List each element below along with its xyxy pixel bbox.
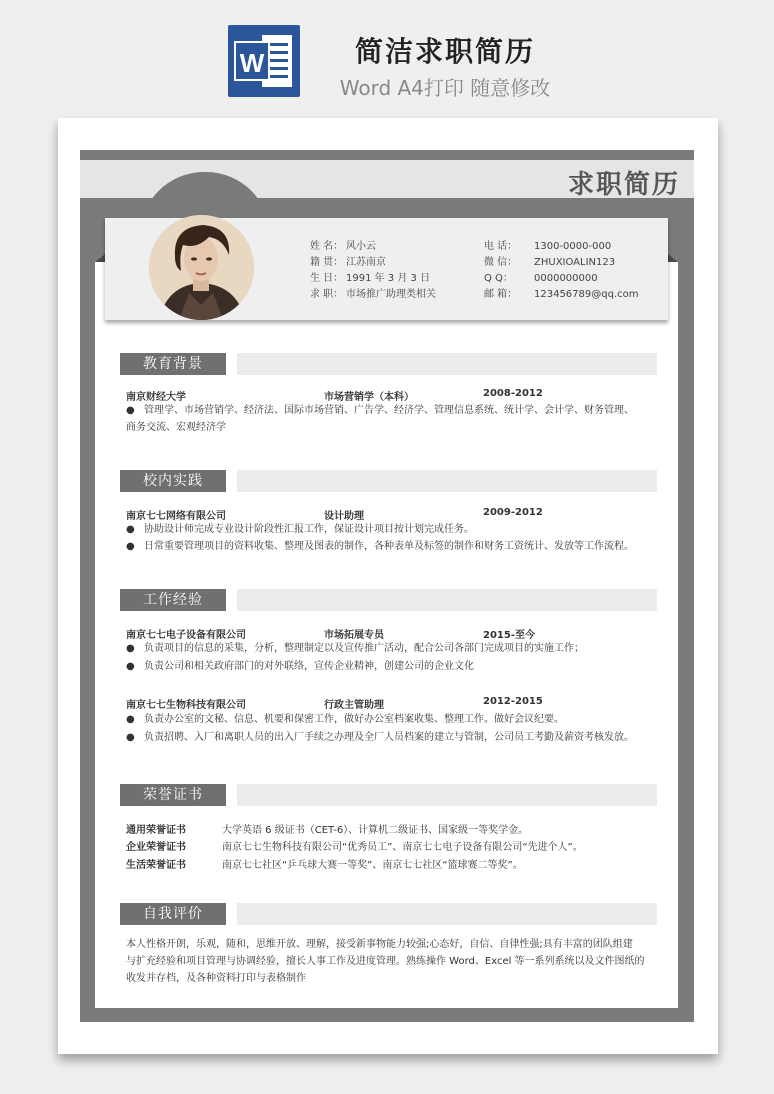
self-evaluation-line: 与扩充经验和项目管理与协调经验，擅长人事工作及进度管理。熟练操作 Word、Excel 等一系列系统以及文件图纸的: [126, 956, 645, 967]
word-logo-letter: W: [234, 41, 270, 81]
fold-corner-left: [95, 254, 105, 262]
info-phone: 电 话： 1300-0000-000: [484, 241, 612, 252]
honor-text: 大学英语 6 级证书（CET-6）、计算机二级证书、国家级一等奖学金。: [222, 825, 529, 836]
honor-label: 企业荣誉证书: [126, 842, 186, 853]
section-heading-honors: 荣誉证书: [120, 784, 226, 806]
info-email: 邮 箱： 123456789@qq.com: [484, 289, 639, 300]
work-company: 南京七七生物科技有限公司: [126, 700, 246, 711]
info-wechat: 微 信： ZHUXIOALIN123: [484, 257, 616, 268]
info-name: 姓 名： 风小云: [310, 241, 376, 252]
honor-label: 通用荣誉证书: [126, 825, 186, 836]
top-banner: [0, 0, 774, 110]
info-job: 求 职： 市场推广助理类相关: [310, 289, 436, 300]
campus-role: 设计助理: [324, 511, 364, 522]
work-item: ● 负责公司和相关政府部门的对外联络，宣传企业精神，创建公司的企业文化: [126, 661, 474, 672]
info-qq: Q Q： 0000000000: [484, 273, 598, 284]
fold-corner-right: [668, 254, 678, 262]
education-period: 2008-2012: [483, 388, 543, 399]
education-courses-cont: 商务交流、宏观经济学: [126, 422, 226, 433]
work-item: ● 负责办公室的文秘、信息、机要和保密工作，做好办公室档案收集、整理工作。做好会议纪要。: [126, 714, 564, 725]
banner-title: 简洁求职简历: [354, 35, 535, 68]
section-heading-work: 工作经验: [120, 589, 226, 611]
section-bar-work: [237, 589, 657, 611]
work-item: ● 负责招聘、入厂和离职人员的出入厂手续之办理及全厂人员档案的建立与管制，公司员工考勤及薪资考核发放。: [126, 732, 634, 743]
section-bar-campus: [237, 470, 657, 492]
section-heading-education: 教育背景: [120, 353, 226, 375]
work-company: 南京七七电子设备有限公司: [126, 630, 246, 641]
info-birth: 生 日： 1991 年 3 月 3 日: [310, 273, 431, 284]
section-bar-honors: [237, 784, 657, 806]
section-heading-campus: 校内实践: [120, 470, 226, 492]
resume-title: 求职简历: [567, 170, 680, 200]
education-school: 南京财经大学: [126, 392, 186, 403]
honor-label: 生活荣誉证书: [126, 860, 186, 871]
campus-period: 2009-2012: [483, 507, 543, 518]
word-icon: [228, 25, 300, 97]
info-native: 籍 贯： 江苏南京: [310, 257, 386, 268]
section-heading-self: 自我评价: [120, 903, 226, 925]
education-courses: ● 管理学、市场营销学、经济法、国际市场营销、广告学、经济学、管理信息系统、统计学、会计学、财务管理、: [126, 405, 634, 416]
work-role: 行政主管助理: [324, 700, 384, 711]
self-evaluation-line: 本人性格开朗，乐观，随和，思维开放、理解，接受新事物能力较强;心态好，自信、自律性强;具有丰富的团队组建: [126, 939, 633, 950]
campus-company: 南京七七网络有限公司: [126, 511, 226, 522]
avatar: [149, 215, 254, 320]
honor-text: 南京七七生物科技有限公司“优秀员工”、南京七七电子设备有限公司“先进个人”。: [222, 842, 583, 853]
section-bar-self: [237, 903, 657, 925]
campus-item: ● 协助设计师完成专业设计阶段性汇报工作，保证设计项目按计划完成任务。: [126, 524, 474, 535]
campus-item: ● 日常重要管理项目的资料收集、整理及图表的制作，各种表单及标签的制作和财务工资统计、发放等工作流程。: [126, 541, 634, 552]
self-evaluation-line: 收发并存档，及各种资料打印与表格制作: [126, 973, 306, 984]
banner-subtitle: Word A4打印 随意修改: [339, 76, 551, 100]
work-item: ● 负责项目的信息的采集，分析，整理制定以及宣传推广活动，配合公司各部门完成项目的实施工作；: [126, 643, 584, 654]
work-period: 2012-2015: [483, 696, 543, 707]
work-role: 市场拓展专员: [324, 630, 384, 641]
section-bar-education: [237, 353, 657, 375]
education-major: 市场营销学（本科）: [324, 392, 414, 403]
work-period: 2015-至今: [483, 630, 535, 641]
honor-text: 南京七七社区“乒乓球大赛一等奖”、南京七七社区“篮球赛二等奖”。: [222, 860, 523, 871]
